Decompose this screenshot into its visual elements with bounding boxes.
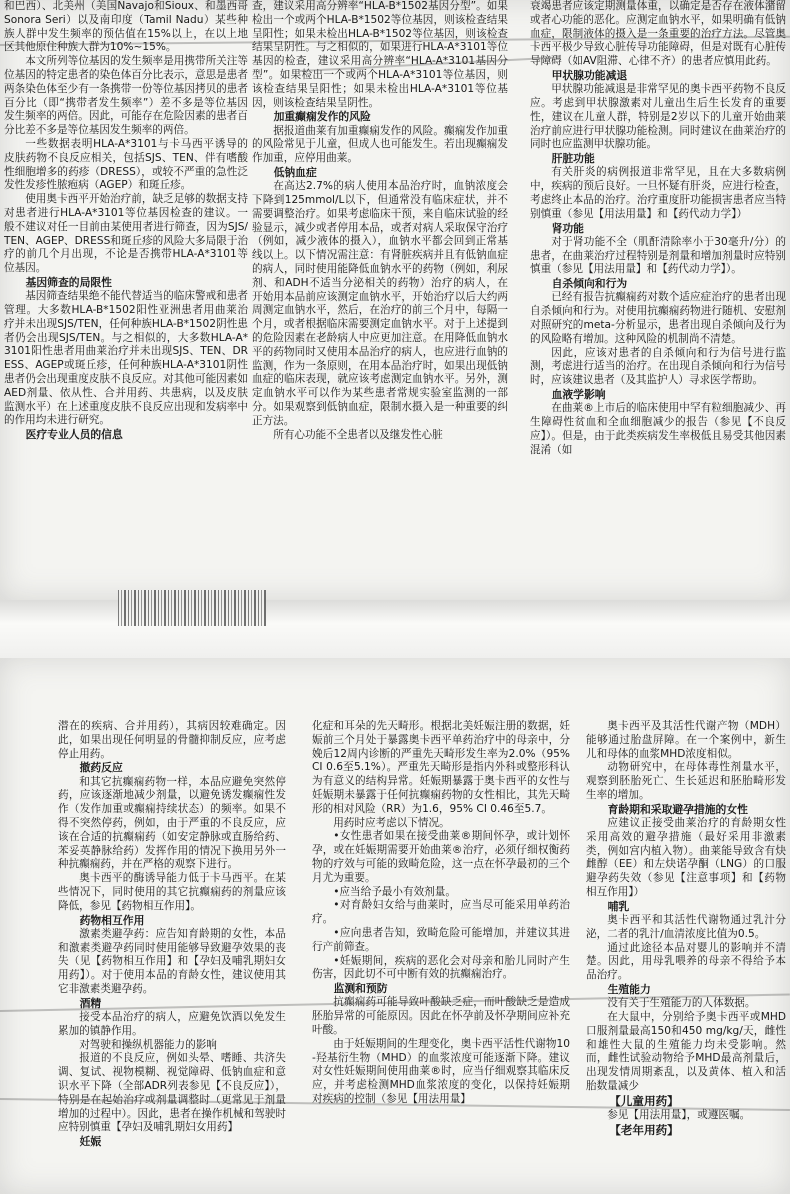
paragraph: 动物研究中，在母体毒性剂量水平，观察到胚胎死亡、生长延迟和胚胎畸形发生率的增加。	[586, 761, 786, 801]
paragraph: •妊娠期间，疾病的恶化会对母亲和胎儿同时产生伤害，因此切不可中断有效的抗癫痫治疗。	[312, 954, 570, 981]
paragraph: 使用奥卡西平开始治疗前，缺乏足够的数据支持对患者进行HLA-A*3101等位基因检查的建议。一般不建议对任一目前由某使用者进行筛查，因为SJS/TEN、AGEP、DRESS和斑丘疹的风险大多局限于治疗的前几个月出现，不论是否携带HLA-A*3101等位基因。	[4, 193, 248, 275]
section-heading: 肾功能	[551, 221, 584, 235]
paragraph: 衰竭患者应该定期测量体重，以确定是否存在液体潴留或者心功能的恶化。应测定血钠水平，如果明确有低钠血症，限制液体的摄入是一条重要的治疗方法。尽管奥卡西平极少导致心脏传导功能障碍，但是对既有心脏传导障碍（如AV阻滞、心律不齐）的患者应慎用此药。	[530, 0, 786, 68]
paragraph: 由于妊娠期间的生理变化，奥卡西平活性代谢物10-羟基衍生物（MHD）的血浆浓度可能逐渐下降。建议对女性妊娠期间使用曲莱®时，应当仔细观察其临床反应，并考虑检测MHD血浆浓度的变化，以保持妊娠期对疾病的控制（参见【用法用量】	[312, 1037, 570, 1105]
top-page-column-2	[252, 0, 508, 596]
section-heading: 监测和预防	[333, 982, 388, 996]
section-heading: 甲状腺功能减退	[551, 68, 628, 82]
section-heading: 肝脏功能	[551, 152, 595, 166]
paragraph: 通过此途径本品对婴儿的影响并不清楚。因此，用母乳喂养的母亲不得给予本品治疗。	[586, 941, 786, 982]
paragraph: 在高达2.7%的病人使用本品治疗时，血钠浓度会下降到125mmol/L以下，但通常没有临床症状，并不需要调整治疗。如果考虑临床干预，来自临床试验的经验显示，减少或者停用本品，或者对病人采取保守治疗（例如，减少液体的摄入），血钠水平都会回到正常基线以上。以下情况需注意：有肾脏疾病并且有低钠血症的病人，同时使用能降低血钠水平的药物（例如，利尿剂、和ADH不适当分泌相关的药物）治疗的病人，在开始用本品前应该测定血钠水平，开始治疗以后大约两周测定血钠水平，然后，在治疗的前三个月中，每隔一个月，或者根据临床需要测定血钠水平。对于上述提到的危险因素在老龄病人中应更加注意。在用降低血钠水平的药物同时又使用本品治疗的病人，也应进行血钠的监测，作为一条原则，在用本品治疗时，如果出现低钠血症的临床表现，就应该考虑测定血钠水平。另外，测定血钠水平可以作为某些患者常规实验室监测的一部分。如果观察到低钠血症，限制水摄入是一种重要的纠正方法。	[252, 180, 508, 427]
paragraph: •女性患者如果在接受曲莱®期间怀孕，或计划怀孕，或在妊娠期需要开始曲莱®治疗，必须仔细权衡药物的疗效与可能的致畸危险，这一点在怀孕最初的三个月尤为重要。	[312, 830, 570, 884]
section-heading: 医疗专业人员的信息	[25, 428, 123, 442]
section-heading: 哺乳	[607, 899, 630, 913]
top-page-column-3	[530, 0, 786, 596]
paragraph: 接受本品治疗的病人，应避免饮酒以免发生累加的镇静作用。	[58, 1010, 286, 1037]
paragraph: 对驾驶和操纵机器能力的影响	[79, 1038, 217, 1051]
paragraph: 参见【用法用量】，或遵医嘱。	[607, 1108, 751, 1121]
paragraph: 潜在的疾病、合并用药），其病因较难确定。因此，如果出现任何明显的骨髓抑制反应，应考虑停止用药。	[58, 720, 286, 760]
paragraph: 因此，应该对患者的自杀倾向和行为信号进行监测，考虑进行适当的治疗。在出现自杀倾向和行为信号时，应该建议患者（及其监护人）寻求医学帮助。	[530, 346, 786, 387]
paragraph: •应当给予最小有效剂量。	[333, 885, 456, 898]
paragraph: 奥卡西平和其活性代谢物通过乳汁分泌，二者的乳汁/血清浓度比值为0.5。	[586, 913, 786, 940]
paragraph: 奥卡西平的酶诱导能力低于卡马西平。在某些情况下，同时使用的其它抗癫痫药的剂量应该降低，参见【药物相互作用】。	[58, 872, 286, 912]
section-heading: 生殖能力	[607, 982, 651, 996]
section-heading: 血液学影响	[551, 387, 606, 401]
bottom-page-column-1	[58, 720, 286, 1194]
paragraph: 应建议正接受曲莱治疗的育龄期女性采用高效的避孕措施（最好采用非激素类，例如宫内植入物）。曲莱能导致含有炔雌醇（EE）和左炔诺孕酮（LNG）的口服避孕药失效（参见【注意事项】和【药物相互作用】）	[586, 816, 786, 898]
paragraph: 查，建议采用高分辨率“HLA-B*1502基因分型”。如果检出一个或两个HLA-B*1502等位基因，则该检查结果呈阳性；如果未检出HLA-B*1502等位基因，则该检查结果呈阴性。与之相似的，如果进行HLA-A*3101等位基因的检查，建议采用高分辨率“HLA-A*3101基因分型”。如果检出一个或两个HLA-A*3101等位基因，则该检查结果呈阳性；如果未检出HLA-A*3101等位基因，则该检查结果呈阴性。	[252, 0, 508, 109]
paragraph: 在曲莱®上市后的临床使用中罕有粒细胞减少、再生障碍性贫血和全血细胞减少的报告（参见【不良反应】）。但是，由于此类疾病发生率极低且易受其他因素混淆（如	[530, 402, 786, 456]
paragraph: 甲状腺功能减退是非常罕见的奥卡西平药物不良反应。考虑到甲状腺激素对儿童出生后生长发育的重要性，建议在儿童人群，特别是2岁以下的儿童开始曲莱治疗前应进行甲状腺功能检测。同时建议在曲莱治疗的同时也应监测甲状腺功能。	[530, 83, 786, 151]
section-heading: 【儿童用药】	[609, 1093, 679, 1108]
paragraph: 抗癫痫药可能导致叶酸缺乏症，而叶酸缺乏是造成胚胎异常的可能原因。因此在怀孕前及怀孕期间应补充叶酸。	[312, 996, 570, 1036]
paragraph: 所有心功能不全患者以及继发性心脏	[273, 428, 443, 441]
paragraph: 一些数据表明HLA-A*3101与卡马西平诱导的皮肤药物不良反应相关，包括SJS、TEN、伴有嗜酸性细胞增多的药疹（DRESS），或较不严重的急性泛发性发疹性脓疱病（AGEP）和斑丘疹。	[4, 137, 248, 192]
paragraph: 奥卡西平及其活性代谢产物（MDH）能够通过胎盘屏障。在一个案例中，新生儿和母体的血浆MHD浓度相似。	[586, 720, 786, 760]
paragraph: 化症和耳朵的先天畸形。根据北美妊娠注册的数据，妊娠前三个月处于暴露奥卡西平单药治疗中的母亲中，分娩后12周内诊断的严重先天畸形发生率为2.0%（95% CI 0.6至5.1%）。严重先天畸形是指内外科或整形科认为有意义的结构异常。妊娠期暴露于奥卡西平的女性与妊娠期未暴露于任何抗癫痫药物的女性相比，其先天畸形的相对风险（RR）为1.6，95% CI 0.46至5.7。	[312, 720, 570, 815]
barcode-strip	[118, 590, 266, 626]
section-heading: 基因筛查的局限性	[25, 275, 112, 289]
top-page-column-1	[4, 0, 248, 596]
paragraph: 和其它抗癫痫药物一样，本品应避免突然停药，应该逐渐地减少剂量，以避免诱发癫痫性发作（发作加重或癫痫持续状态）的频率。如果不得不突然停药，例如，由于严重的不良反应，应该在合适的抗癫痫药（如安定静脉或直肠给药、苯妥英静脉给药）发挥作用的情况下换用另外一种抗癫痫药，并在严格的观察下进行。	[58, 775, 286, 871]
section-heading: 低钠血症	[273, 165, 317, 179]
section-heading: 酒精	[79, 996, 102, 1010]
paragraph: 用药时应考虑以下情况。	[333, 816, 450, 829]
paragraph: 对于肾功能不全（肌酐清除率小于30毫升/分）的患者，在曲莱治疗过程特别是剂量和增加剂量时应特别慎重（参见【用法用量】和【药代动力学】）。	[530, 235, 786, 276]
section-heading: 撤药反应	[79, 761, 123, 775]
paragraph: 本文所列等位基因的发生频率是用携带所关注等位基因的特定患者的染色体百分比表示，意思是患者两条染色体至少有一条携带一份等位基因拷贝的患者百分比（即“携带者发生频率”）差不多是等位基因发生频率的两倍。因此，可能存在危险因素的患者百分比差不多是等位基因发生频率的两倍。	[4, 55, 248, 137]
paragraph: 有关肝炎的病例报道非常罕见，且在大多数病例中，疾病的预后良好。一旦怀疑有肝炎，应进行检查，考虑终止本品的治疗。治疗重度肝功能损害患者应当特别慎重（参见【用法用量】和【药代动力学】）	[530, 166, 786, 220]
paragraph: 激素类避孕药：应告知育龄期的女性，本品和激素类避孕药同时使用能够导致避孕效果的丧失（见【药物相互作用】和【孕妇及哺乳期妇女用药】）。对于使用本品的育龄女性，建议使用其它非激素类避孕药。	[58, 927, 286, 995]
paragraph: •对育龄妇女给与曲莱时，应当尽可能采用单药治疗。	[312, 899, 570, 926]
section-heading: 加重癫痫发作的风险	[273, 110, 371, 124]
section-heading: 妊娠	[79, 1135, 102, 1149]
bottom-page	[0, 658, 790, 1194]
section-heading: 【老年用药】	[609, 1122, 679, 1137]
paragraph: 报道的不良反应，例如头晕、嗜睡、共济失调、复试、视物模糊、视觉障碍、低钠血症和意识水平下降（全部ADR列表参见【不良反应】），特别是在起始治疗或剂量调整时（更常见于剂量增加的过程中）。因此，患者在操作机械和驾驶时应特别慎重【孕妇及哺乳期妇女用药】	[58, 1052, 286, 1134]
paragraph: 基因筛查结果绝不能代替适当的临床警戒和患者管理。大多数HLA-B*1502阳性亚洲患者用曲莱治疗并未出现SJS/TEN，任何种族HLA-B*1502阴性患者仍会出现SJS/TEN。与之相似的，大多数HLA-A*3101阳性患者用曲莱治疗并未出现SJS、TEN、DRESS、AGEP或斑丘疹，任何种族HLA-A*3101阴性患者仍会出现重度皮肤不良反应。对其他可能因素如AED剂量、依从性、合并用药、共患病，以及皮肤监测水平）在上述重度皮肤不良反应出现和发病率中的作用均未进行研究。	[4, 290, 248, 427]
paragraph: 在大鼠中，分别给予奥卡西平或MHD口服剂量最高150和450 mg/kg/天，雌性和雄性大鼠的生殖能力均未受影响。然而，雌性试验动物给予MHD最高剂量后，出现发情周期紊乱，以及黄体、植入和活胎数量减少	[586, 1010, 786, 1092]
bottom-page-column-2	[312, 720, 570, 1194]
paragraph: 已经有报告抗癫痫药对数个适应症治疗的患者出现自杀倾向和行为。对使用抗癫痫药物进行随机、安慰剂对照研究的meta-分析显示，患者出现自杀倾向及行为的风险略有增加。这种风险的机制尚不清楚。	[530, 291, 786, 345]
section-heading: 育龄期和采取避孕措施的女性	[607, 802, 748, 816]
paragraph: 没有关于生殖能力的人体数据。	[607, 997, 756, 1010]
bottom-page-column-3	[586, 720, 786, 1194]
paragraph: •应向患者告知，致畸危险可能增加，并建议其进行产前筛查。	[312, 926, 570, 953]
paragraph: 和巴西）、北美州（美国Navajo和Sioux、和墨西哥Sonora Seri）以及南印度（Tamil Nadu）某些种族人群中发生频率的预估值在15%以上，在以上地区其他原住种族人群为10%~15%。	[4, 0, 248, 54]
section-heading: 药物相互作用	[79, 913, 145, 927]
paragraph: 据报道曲莱有加重癫痫发作的风险。癫痫发作加重的风险常见于儿童，但成人也可能发生。若出现癫痫发作加重，应停用曲莱。	[252, 124, 508, 165]
section-heading: 自杀倾向和行为	[551, 277, 628, 291]
